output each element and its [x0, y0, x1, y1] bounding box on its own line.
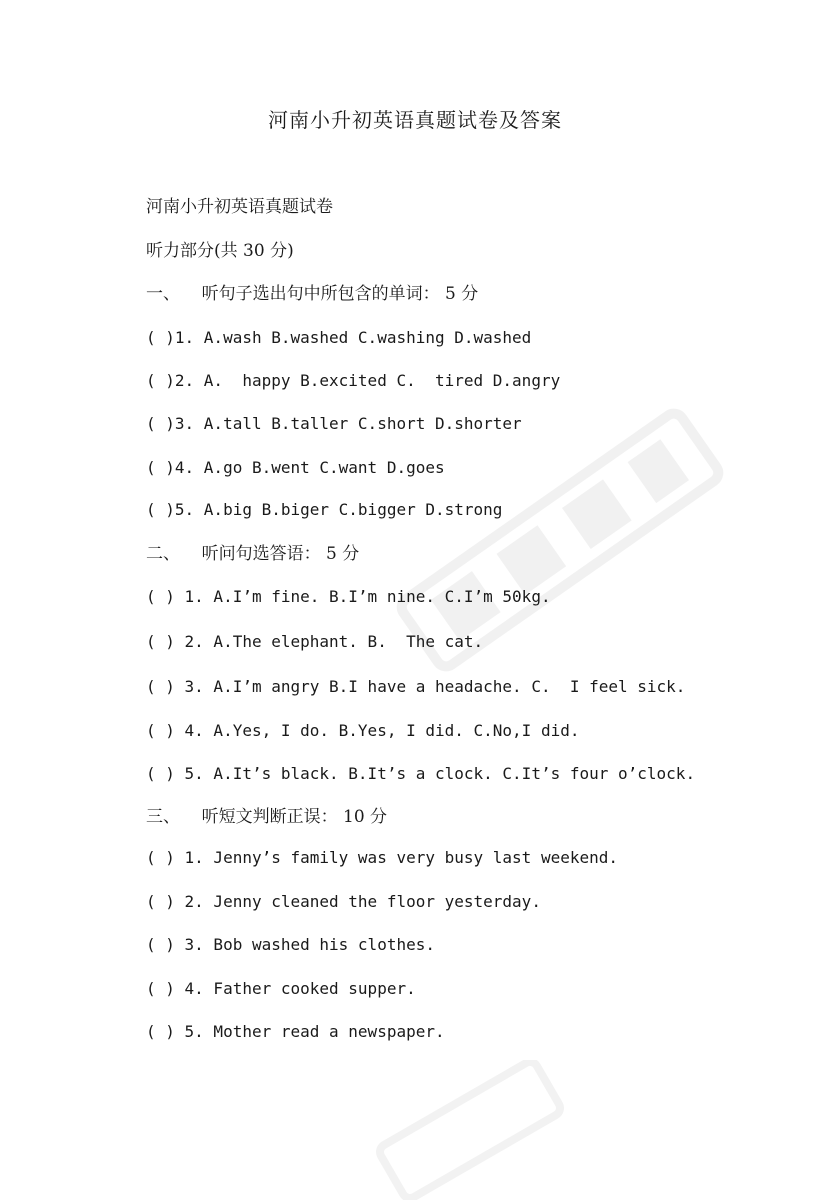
question-item: ( ) 3. Bob washed his clothes.: [146, 935, 435, 954]
question-item: ( )1. A.wash B.washed C.washing D.washed: [146, 328, 532, 347]
question-item: ( ) 4. Father cooked supper.: [146, 979, 416, 998]
question-item: ( ) 4. A.Yes, I do. B.Yes, I did. C.No,I did.: [146, 721, 580, 740]
question-item: ( )2. A. happy B.excited C. tired D.angry: [146, 371, 561, 390]
section-1-header: 一、 听句子选出句中所包含的单词： 5 分: [146, 284, 479, 304]
section-2-header: 二、 听问句选答语： 5 分: [146, 544, 360, 564]
watermark-stamp-icon: [360, 1060, 580, 1200]
question-item: ( ) 2. A.The elephant. B. The cat.: [146, 632, 484, 651]
question-item: ( ) 1. Jenny’s family was very busy last weekend.: [146, 848, 619, 867]
page-title: 河南小升初英语真题试卷及答案: [268, 108, 562, 132]
question-item: ( ) 2. Jenny cleaned the floor yesterday.: [146, 892, 541, 911]
listening-part-header: 听力部分(共 30 分): [146, 241, 294, 261]
question-item: ( ) 5. A.It’s black. B.It’s a clock. C.It’s four o’clock.: [146, 764, 696, 783]
question-item: ( )5. A.big B.biger C.bigger D.strong: [146, 500, 503, 519]
question-item: ( ) 5. Mother read a newspaper.: [146, 1022, 445, 1041]
question-item: ( )3. A.tall B.taller C.short D.shorter: [146, 414, 522, 433]
question-item: ( )4. A.go B.went C.want D.goes: [146, 458, 445, 477]
exam-subtitle: 河南小升初英语真题试卷: [146, 197, 333, 217]
question-item: ( ) 1. A.I’m fine. B.I’m nine. C.I’m 50kg.: [146, 587, 551, 606]
question-item: ( ) 3. A.I’m angry B.I have a headache. C. I feel sick.: [146, 677, 686, 696]
section-3-header: 三、 听短文判断正误： 10 分: [146, 807, 388, 827]
